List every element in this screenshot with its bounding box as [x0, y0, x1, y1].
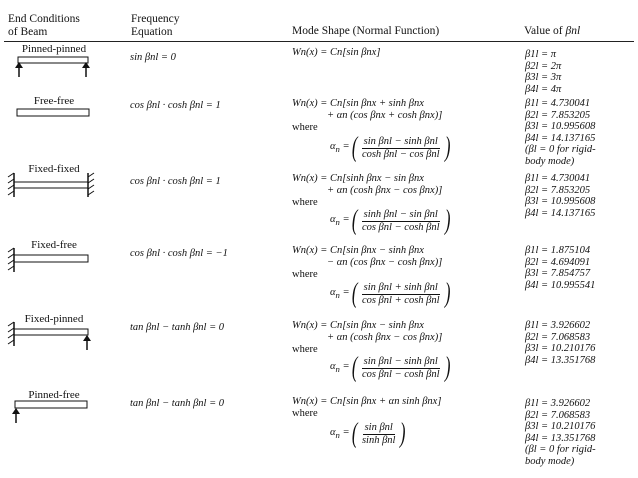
header-mode-shape: Mode Shape (Normal Function): [292, 25, 440, 37]
row6-paren-right: ): [400, 418, 406, 449]
row1-value-1: β1l = π: [525, 49, 556, 60]
row6-alpha: [330, 420, 408, 448]
row6-equation: tan βnl − tanh βnl = 0: [130, 398, 225, 409]
pinned-pinned-beam-diagram: [14, 55, 94, 85]
header-col4-prefix: Value of: [524, 25, 566, 37]
row6-mode-line1: Wn(x) = Cn[sin βnx + αn sinh βnx]: [292, 396, 442, 407]
row1-condition: Pinned-pinned: [21, 43, 87, 55]
row5-condition: Fixed-pinned: [24, 313, 84, 325]
row5-paren-left: (: [351, 352, 358, 383]
row5-where: where: [292, 344, 318, 355]
row5-value-3: β3l = 10.210176: [525, 343, 596, 354]
row2-where: where: [292, 122, 318, 133]
row4-alpha: [330, 280, 452, 308]
row6-paren-left: (: [351, 418, 358, 449]
row3-mode-line2: + αn (cosh βnx − cos βnx)]: [327, 185, 443, 196]
row5-alpha-symbol: $\alpha_n$ =: [330, 361, 350, 375]
header-end-conditions: [8, 13, 80, 39]
row3-alpha: [330, 207, 452, 235]
row5-mode-line1: Wn(x) = Cn[sin βnx − sinh βnx: [292, 320, 424, 331]
fixed-free-beam-diagram: [8, 248, 98, 278]
row5-value-2: β2l = 7.068583: [525, 331, 591, 343]
row3-where: where: [292, 197, 318, 208]
row4-paren-right: ): [444, 278, 451, 309]
row4-value-4: β4l = 10.995541: [525, 279, 596, 291]
row6-alpha-numerator: sin βnl: [364, 421, 393, 433]
fixed-pinned-beam-diagram: [8, 322, 98, 356]
header-col4-symbol: βnl: [565, 25, 581, 37]
row5-alpha-numerator: sin βnl − sinh βnl: [363, 355, 438, 367]
row2-equation: cos βnl · cosh βnl = 1: [130, 100, 221, 111]
row1-value-2: β2l = 2π: [525, 60, 562, 72]
row2-fraction: [360, 136, 442, 161]
row5-value-1: β1l = 3.926602: [525, 320, 591, 331]
row6-value-4: β4l = 13.351768: [525, 432, 596, 444]
row5-paren-right: ): [444, 352, 451, 383]
row3-alpha-numerator: sinh βnl − sin βnl: [363, 208, 438, 220]
row6-value-1: β1l = 3.926602: [525, 398, 591, 409]
row3-value-1: β1l = 4.730041: [525, 173, 591, 184]
header-rule: [4, 41, 634, 42]
fixed-fixed-beam-diagram: [8, 173, 98, 203]
row3-paren-right: ): [444, 205, 451, 236]
row6-values: [525, 398, 596, 467]
row3-condition: Fixed-fixed: [28, 163, 80, 175]
row2-paren-right: ): [444, 132, 451, 163]
row6-alpha-denominator: sinh βnl: [361, 434, 396, 446]
row2-values: [525, 98, 596, 167]
row5-equation: tan βnl − tanh βnl = 0: [130, 322, 225, 333]
row2-alpha-numerator: sin βnl − sinh βnl: [363, 135, 438, 147]
row4-value-3: β3l = 7.854757: [525, 268, 591, 279]
row5-alpha-denominator: cos βnl − cosh βnl: [361, 368, 440, 380]
row2-alpha-denominator: cosh βnl − cos βnl: [361, 148, 440, 160]
pinned-free-beam-diagram: [12, 399, 102, 429]
row3-mode-line1: Wn(x) = Cn[sinh βnx − sin βnx: [292, 173, 424, 184]
row4-mode-line1: Wn(x) = Cn[sin βnx − sinh βnx: [292, 245, 424, 256]
row3-equation: cos βnl · cosh βnl = 1: [130, 176, 221, 187]
row4-alpha-numerator: sin βnl + sinh βnl: [363, 281, 438, 293]
row3-paren-left: (: [351, 205, 358, 236]
header-col1-line1: End Conditions: [8, 13, 80, 25]
row1-value-4: β4l = 4π: [525, 83, 562, 95]
row4-alpha-denominator: cos βnl + cosh βnl: [361, 294, 440, 306]
row4-paren-left: (: [351, 278, 358, 309]
row4-value-2: β2l = 4.694091: [525, 256, 591, 268]
row1-mode-line1: Wn(x) = Cn[sin βnx]: [292, 47, 381, 58]
header-value: [524, 25, 580, 38]
row2-mode-line2: + αn (cos βnx + cosh βnx)]: [327, 110, 443, 121]
row1-equation: sin βnl = 0: [130, 52, 176, 63]
row6-value-2: β2l = 7.068583: [525, 409, 591, 421]
header-col2-line2: Equation: [131, 26, 173, 38]
row2-alpha-symbol: $\alpha_n$ =: [330, 141, 350, 155]
header-col2-line1: Frequency: [131, 13, 180, 25]
row2-value-4: β4l = 14.137165: [525, 132, 596, 144]
row2-condition: Free-free: [33, 95, 75, 107]
row2-value-5: (βl = 0 for rigid-: [525, 144, 596, 155]
row3-alpha-symbol: $\alpha_n$ =: [330, 214, 350, 228]
row4-mode-line2: − αn (cos βnx − cosh βnx)]: [327, 257, 443, 268]
row1-value-3: β3l = 3π: [525, 72, 562, 83]
row3-value-4: β4l = 14.137165: [525, 207, 596, 219]
row2-value-6: body mode): [525, 155, 575, 167]
row3-values: [525, 173, 595, 219]
row6-value-6: body mode): [525, 455, 575, 467]
row6-value-3: β3l = 10.210176: [525, 421, 596, 432]
row3-fraction: [360, 209, 442, 234]
row3-alpha-denominator: cos βnl − cosh βnl: [361, 221, 440, 233]
row4-value-1: β1l = 1.875104: [525, 245, 591, 256]
row2-value-1: β1l = 4.730041: [525, 98, 591, 109]
row2-alpha: [330, 134, 452, 162]
row4-where: where: [292, 269, 318, 280]
row5-alpha: [330, 354, 452, 382]
row2-mode-line1: Wn(x) = Cn[sin βnx + sinh βnx: [292, 98, 424, 109]
header-frequency: [131, 13, 180, 39]
row4-fraction: [360, 282, 442, 307]
row5-value-4: β4l = 13.351768: [525, 354, 596, 366]
row4-condition: Fixed-free: [31, 239, 77, 251]
row6-alpha-symbol: $\alpha_n$ =: [330, 427, 350, 441]
row5-values: [525, 320, 595, 366]
row3-value-2: β2l = 7.853205: [525, 184, 591, 196]
row4-values: [525, 245, 595, 291]
row4-alpha-symbol: $\alpha_n$ =: [330, 287, 350, 301]
row3-value-3: β3l = 10.995608: [525, 196, 596, 207]
row1-values: [525, 49, 561, 95]
row2-value-2: β2l = 7.853205: [525, 109, 591, 121]
row5-fraction: [360, 356, 442, 381]
header-col1-line2: of Beam: [8, 26, 48, 38]
row6-condition: Pinned-free: [28, 389, 80, 401]
row4-equation: cos βnl · cosh βnl = −1: [130, 248, 228, 259]
row5-mode-line2: + αn (cosh βnx − cos βnx)]: [327, 332, 443, 343]
row6-value-5: (βl = 0 for rigid-: [525, 444, 596, 455]
row6-fraction: [360, 422, 398, 447]
row6-where: where: [292, 408, 318, 419]
free-free-beam-diagram: [14, 108, 94, 122]
row2-paren-left: (: [351, 132, 358, 163]
row2-value-3: β3l = 10.995608: [525, 121, 596, 132]
